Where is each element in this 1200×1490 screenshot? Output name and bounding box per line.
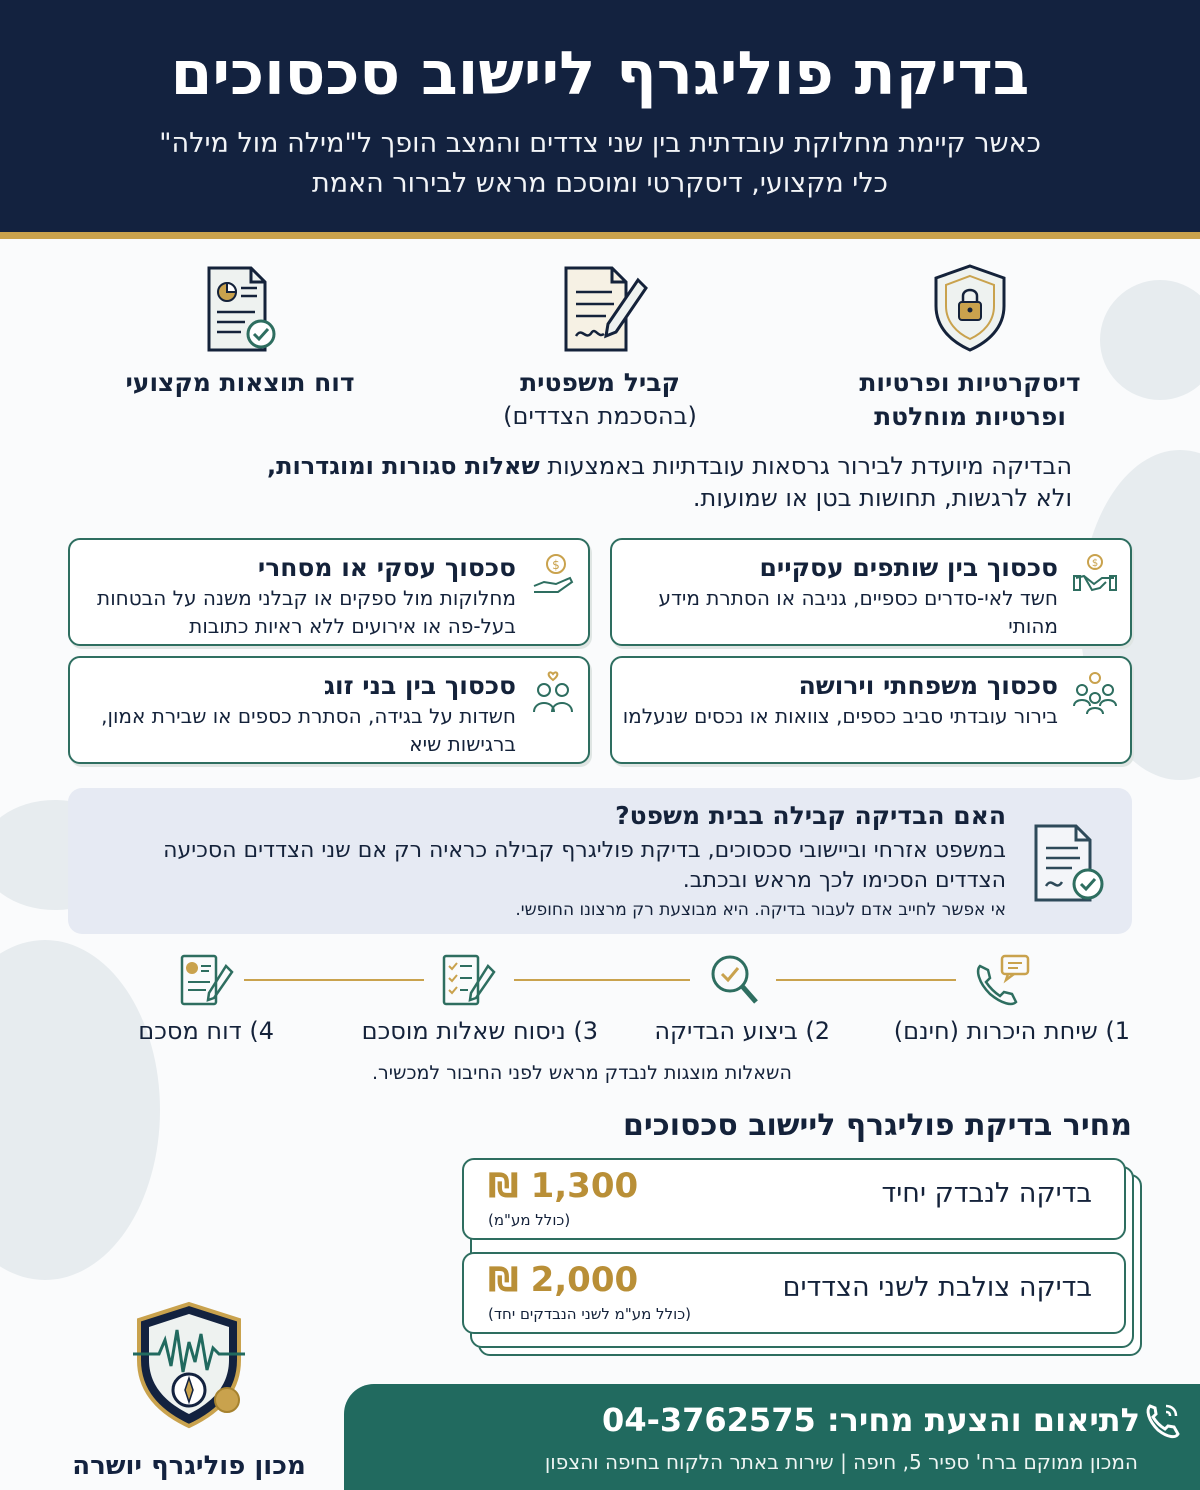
- step-connector: [776, 979, 956, 981]
- checklist-pen-icon: [438, 952, 498, 1008]
- price-amount: ₪ 1,300: [488, 1166, 639, 1206]
- svg-text:$: $: [552, 558, 560, 572]
- case-card-family: [610, 656, 1132, 764]
- feature-admissibility: [450, 262, 750, 432]
- price-card-single: [462, 1158, 1126, 1240]
- case-text: חשדות על בגידה, הסתרת כספים או שבירת אמון, ברגישות שיא: [101, 704, 516, 756]
- subtitle-line: כאשר קיימת מחלוקת עובדתית בין שני צדדים והמצב הופך ל"מילה מול מילה": [159, 128, 1041, 159]
- intro-part: ולא לרגשות, תחושות בטן או שמועות.: [692, 484, 1072, 512]
- feature-report: [90, 262, 390, 400]
- step-connector: [244, 979, 424, 981]
- header-divider: [0, 232, 1200, 239]
- contact-phone[interactable]: לתיאום והצעת מחיר: 04-3762575: [602, 1401, 1140, 1439]
- feature-title: [820, 366, 1120, 434]
- court-text: במשפט אזרחי וביישובי סכסוכים, בדיקת פוליגרף קבילה כראיה רק אם שני הצדדים הסכיעה הצדדים הסכימו לכך מראש ובכתב.: [163, 838, 1006, 893]
- subtitle-line: כלי מקצועי, דיסקרטי ומוסכם מראש לבירור האמת: [312, 168, 888, 199]
- features-row: [60, 262, 1140, 442]
- signed-document-icon: [550, 262, 650, 354]
- couple-icon: [530, 670, 576, 716]
- institute-name: מכון פוליגרף יושרה: [72, 1451, 306, 1481]
- pricing-title: מחיר בדיקת פוליגרף ליישוב סכסוכים: [622, 1108, 1132, 1143]
- magnifier-check-icon: [706, 952, 766, 1008]
- page-title: בדיקת פוליגרף ליישוב סכסוכים: [170, 39, 1030, 109]
- phone-chat-icon: [972, 952, 1032, 1008]
- case-card-couple: [68, 656, 590, 764]
- case-card-business-partners: [610, 538, 1132, 646]
- phone-icon[interactable]: [1142, 1400, 1182, 1440]
- contact-footer: [344, 1384, 1200, 1490]
- report-pen-icon: [176, 952, 236, 1008]
- family-icon: [1072, 670, 1118, 716]
- court-title: האם הבדיקה קבילה בבית משפט?: [615, 801, 1006, 830]
- money-hand-icon: [530, 552, 576, 598]
- step-label: 4) דוח מסכם: [138, 1017, 274, 1045]
- shield-lock-icon: [930, 262, 1010, 354]
- case-title: סכסוך בין בני זוג: [323, 671, 516, 700]
- case-text: מחלוקות מול ספקים או קבלני משנה על הבטחות בעל-פה או אירועים ללא ראיות כתובות: [97, 586, 516, 638]
- feature-subtitle: (בהסכמת הצדדים): [503, 402, 697, 430]
- feature-title-line: דיסקרטיות ופרטיות: [859, 368, 1081, 397]
- case-title: סכסוך משפחתי וירושה: [798, 671, 1058, 700]
- case-title: סכסוך בין שותפים עסקיים: [759, 553, 1058, 582]
- intro-part: הבדיקה מיועדת לבירור גרסאות עובדתיות באמצעות: [539, 452, 1072, 480]
- handshake-icon: [1072, 552, 1118, 598]
- step-connector: [514, 979, 690, 981]
- page-header: [0, 0, 1200, 232]
- price-label: בדיקה לנבדק יחיד: [881, 1178, 1092, 1209]
- price-label: בדיקה צולבת לשני הצדדים: [782, 1272, 1092, 1303]
- page-subtitle: [0, 124, 1200, 204]
- contact-address: המכון ממוקם ברח' ספיר 5, חיפה | שירות באתר הלקוח בחיפה והצפון: [544, 1450, 1138, 1474]
- feature-title: דוח תוצאות מקצועי: [125, 368, 355, 397]
- feature-title: קביל משפטית: [520, 368, 680, 397]
- price-vat-note: (כולל מע"מ לשני הנבדקים יחד): [488, 1305, 691, 1323]
- price-vat-note: (כולל מע"מ): [488, 1211, 571, 1229]
- intro-text: [112, 450, 1072, 514]
- price-amount: ₪ 2,000: [488, 1260, 639, 1300]
- court-note: אי אפשר לחייב אדם לעבור בדיקה. היא מבוצעת רק מרצונו החופשי.: [515, 900, 1006, 920]
- price-card-cross: [462, 1252, 1126, 1334]
- report-chart-icon: [195, 262, 285, 354]
- process-steps: [0, 952, 1200, 1072]
- shield-waveform-compass-icon: [129, 1300, 249, 1430]
- legal-document-icon: [1026, 820, 1112, 906]
- feature-discretion: [820, 262, 1120, 434]
- step-label: 1) שיחת היכרות (חינם): [893, 1017, 1130, 1045]
- step-label: 3) ניסוח שאלות מוסכם: [361, 1017, 598, 1045]
- feature-title-line: ופרטיות מוחלטת: [874, 402, 1066, 431]
- case-text: בירור עובדתי סביב כספים, צוואות או נכסים שנעלמו: [622, 704, 1058, 728]
- case-text: חשד לאי-סדרים כספיים, גניבה או הסתרת מידע מהותי: [658, 586, 1058, 638]
- court-admissibility-box: [68, 788, 1132, 934]
- case-title: סכסוך עסקי או מסחרי: [257, 553, 516, 582]
- step-label: 2) ביצוע הבדיקה: [654, 1017, 830, 1045]
- institute-logo: [54, 1300, 324, 1484]
- case-card-commercial: [68, 538, 590, 646]
- svg-text:$: $: [1091, 558, 1099, 569]
- steps-note: השאלות מוצגות לנבדק מראש לפני החיבור למכשיר.: [372, 1062, 792, 1084]
- intro-bold: שאלות סגורות ומוגדרות,: [266, 452, 540, 480]
